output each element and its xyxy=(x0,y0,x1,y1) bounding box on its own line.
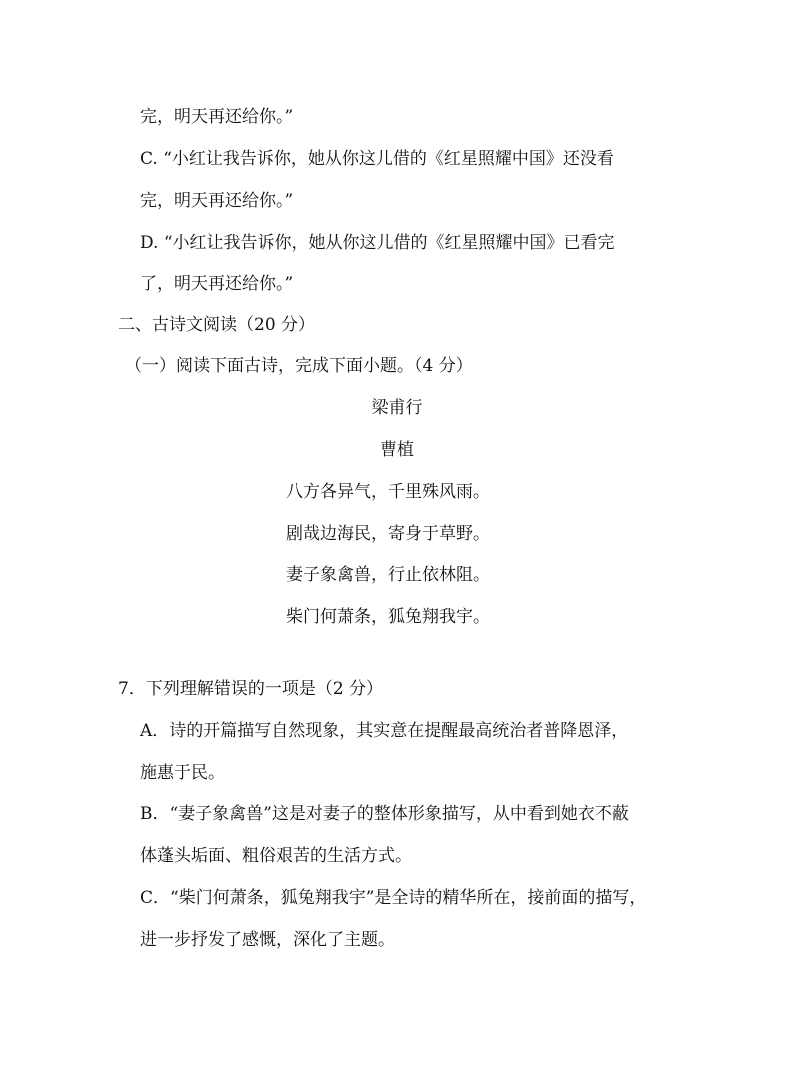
poem-author: 曹植 xyxy=(380,440,414,460)
poem-line: 八方各异气，千里殊风雨。 xyxy=(286,482,490,502)
poem-title: 梁甫行 xyxy=(371,398,423,418)
option-d-line-2: 了，明天再还给你。” xyxy=(140,274,294,294)
q7-option-a-line-2: 施惠于民。 xyxy=(140,763,225,783)
q7-option-c-line-2: 进一步抒发了感慨，深化了主题。 xyxy=(140,930,395,950)
q7-option-c-line-1: C．“柴门何萧条，狐兔翔我宇”是全诗的精华所在，接前面的描写， xyxy=(140,888,647,908)
option-b-continuation: 完，明天再还给你。” xyxy=(140,107,294,127)
section-heading: 二、古诗文阅读（20 分） xyxy=(118,315,316,335)
poem-line: 剧哉边海民，寄身于草野。 xyxy=(286,524,490,544)
q7-option-a-line-1: A．诗的开篇描写自然现象，其实意在提醒最高统治者普降恩泽， xyxy=(140,721,629,741)
option-c-line-2: 完，明天再还给你。” xyxy=(140,191,294,211)
q7-option-b-line-2: 体蓬头垢面、粗俗艰苦的生活方式。 xyxy=(140,846,412,866)
sub-section-heading: （一）阅读下面古诗，完成下面小题。（4 分） xyxy=(125,356,473,376)
option-c-line-1: C. “小红让我告诉你，她从你这儿借的《红星照耀中国》还没看 xyxy=(140,149,614,169)
poem-line: 柴门何萧条，狐兔翔我宇。 xyxy=(286,607,490,627)
poem-line: 妻子象禽兽，行止依林阻。 xyxy=(286,565,490,585)
option-d-line-1: D. “小红让我告诉你，她从你这儿借的《红星照耀中国》已看完 xyxy=(140,233,615,253)
question-7-stem: 7．下列理解错误的一项是（2 分） xyxy=(118,679,384,699)
q7-option-b-line-1: B．“妻子象禽兽”这是对妻子的整体形象描写，从中看到她衣不蔽 xyxy=(140,804,629,824)
